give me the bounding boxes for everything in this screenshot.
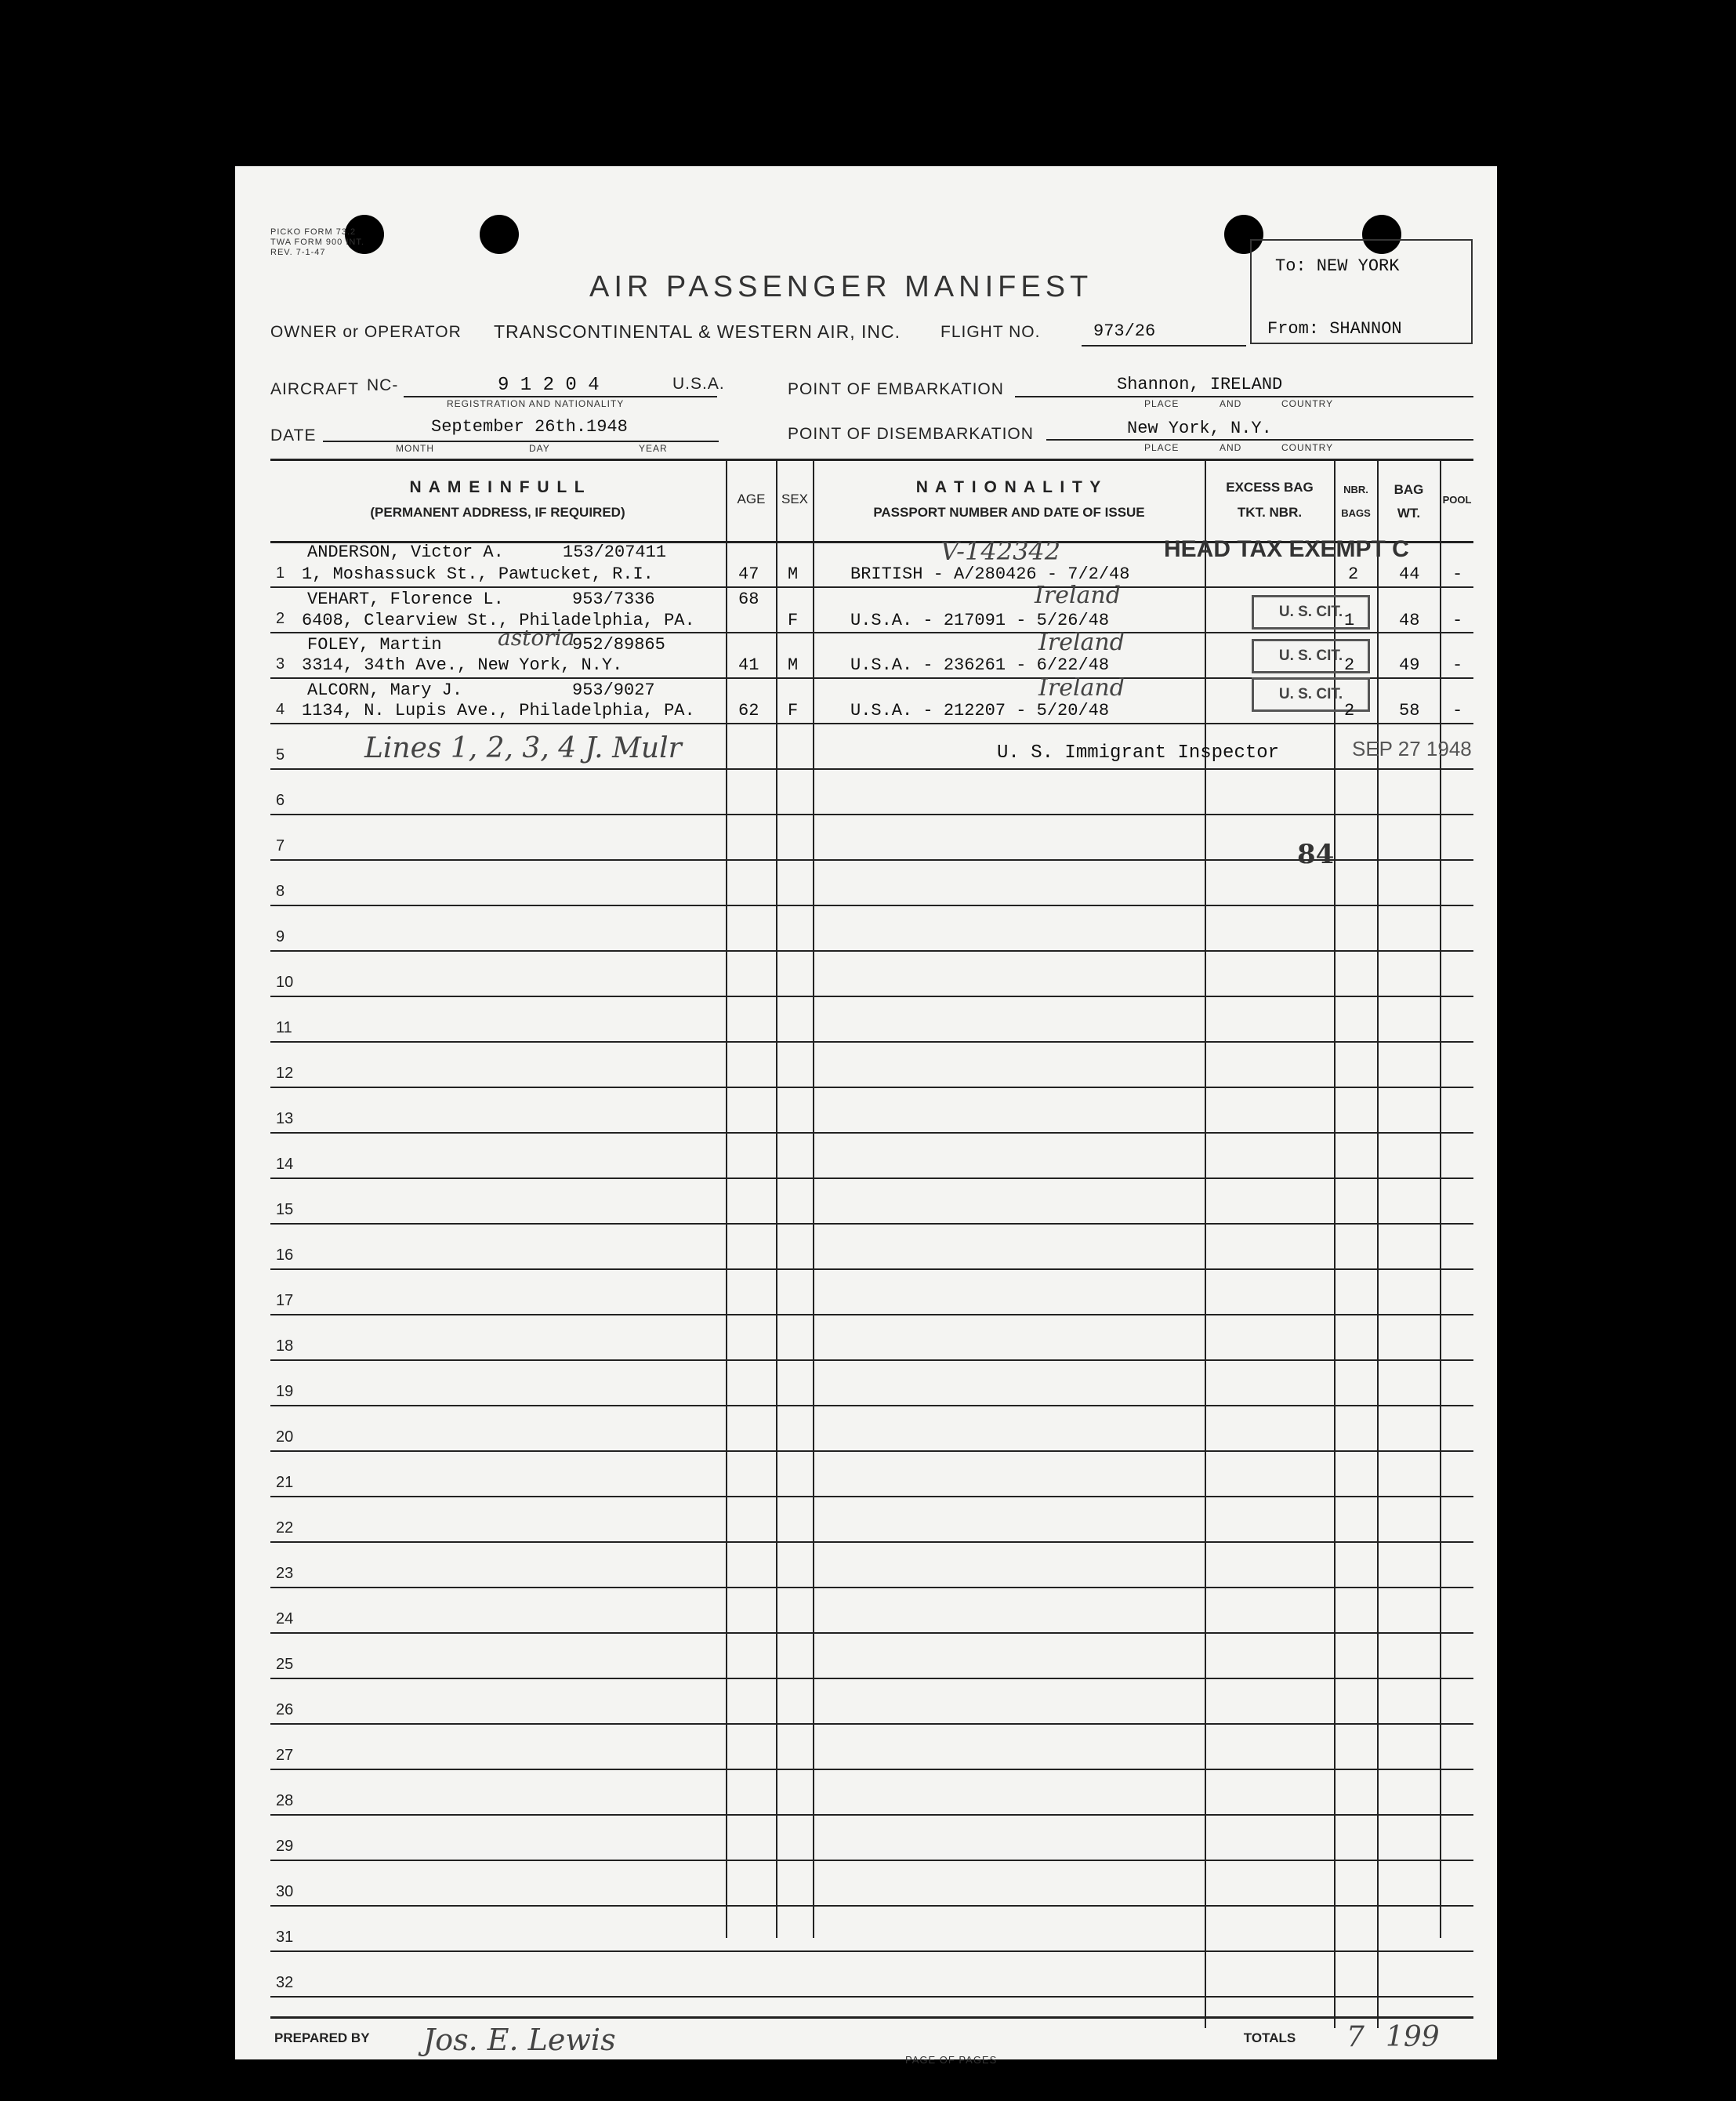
row-number: 23	[276, 1565, 294, 1582]
row-rule	[270, 1860, 1473, 1861]
passenger-age: 62	[738, 701, 759, 720]
row-number: 13	[276, 1110, 294, 1127]
form-code: TWA FORM 900 INT.	[270, 238, 364, 247]
row-number: 6	[276, 792, 285, 809]
row-number: 11	[276, 1019, 292, 1036]
ticket-number: 953/9027	[572, 680, 655, 700]
row-rule	[270, 1178, 1473, 1179]
row-number: 19	[276, 1383, 294, 1400]
passenger-nationality: BRITISH - A/280426 - 7/2/48	[850, 564, 1130, 584]
row-rule	[270, 1359, 1473, 1361]
header-excess: EXCESS BAG	[1226, 480, 1314, 495]
passenger-nationality: U.S.A. - 236261 - 6/22/48	[850, 655, 1110, 675]
row-number: 16	[276, 1246, 294, 1264]
row-number: 5	[276, 746, 285, 764]
prepared-by-label: PREPARED BY	[274, 2030, 370, 2045]
aircraft-nationality: U.S.A.	[672, 375, 725, 393]
passenger-age: 41	[738, 655, 759, 675]
row-rule	[270, 1996, 1473, 1998]
header-age: AGE	[737, 492, 766, 506]
flight-label: FLIGHT NO.	[940, 323, 1041, 341]
row-number: 1	[276, 564, 285, 582]
row-number: 28	[276, 1792, 294, 1809]
row-rule	[270, 1132, 1473, 1134]
row-number: 18	[276, 1337, 294, 1355]
passenger-sex: M	[788, 655, 799, 675]
bag-count: 2	[1344, 701, 1355, 720]
total-weight: 199	[1386, 2021, 1440, 2053]
aircraft-underline	[404, 396, 717, 397]
form-code: REV. 7-1-47	[270, 248, 326, 257]
column-divider	[1440, 460, 1441, 1938]
preparer-signature: Jos. E. Lewis	[423, 2023, 616, 2057]
row-number: 7	[276, 837, 285, 855]
inspector-title: U. S. Immigrant Inspector	[997, 742, 1280, 764]
row-rule	[270, 1223, 1473, 1225]
row-number: 9	[276, 928, 285, 945]
flight-underline	[1082, 345, 1246, 347]
total-bags: 7	[1346, 2021, 1365, 2053]
passenger-name: ANDERSON, Victor A.	[307, 542, 504, 562]
route-box	[1250, 239, 1473, 344]
header-bag-wt: BAG	[1394, 482, 1424, 497]
passenger-sex: F	[788, 701, 799, 720]
ticket-number: 953/7336	[572, 590, 655, 609]
head-tax-stamp: HEAD TAX EXEMPT C	[1164, 536, 1409, 562]
row-rule	[270, 905, 1473, 906]
row-number: 30	[276, 1883, 294, 1900]
year-caption: YEAR	[639, 443, 668, 454]
country-caption: COUNTRY	[1281, 442, 1334, 453]
row-number: 12	[276, 1065, 294, 1082]
header-nationality-sub: PASSPORT NUMBER AND DATE OF ISSUE	[873, 505, 1145, 520]
row-rule	[270, 1405, 1473, 1406]
row-rule	[270, 1268, 1473, 1270]
row-number: 27	[276, 1747, 294, 1764]
passenger-address: 1134, N. Lupis Ave., Philadelphia, PA.	[302, 701, 695, 720]
row-rule	[270, 1587, 1473, 1588]
bag-weight: 58	[1399, 701, 1420, 720]
header-excess-sub: TKT. NBR.	[1237, 505, 1303, 520]
passenger-name: ALCORN, Mary J.	[307, 680, 463, 700]
row-number: 8	[276, 883, 285, 900]
passenger-age: 68	[738, 590, 759, 609]
row-rule	[270, 859, 1473, 861]
bag-weight: 49	[1399, 655, 1420, 675]
month-caption: MONTH	[396, 443, 434, 454]
row-number: 22	[276, 1519, 294, 1537]
page-title: AIR PASSENGER MANIFEST	[589, 270, 1093, 303]
row-rule	[270, 1814, 1473, 1816]
header-sex: SEX	[781, 492, 809, 506]
ireland-annotation: Ireland	[1038, 674, 1125, 702]
day-caption: DAY	[529, 443, 550, 454]
row-rule	[270, 814, 1473, 815]
ticket-number: 952/89865	[572, 635, 665, 655]
embark-underline	[1015, 396, 1473, 397]
row-number: 29	[276, 1838, 294, 1855]
header-name: N A M E I N F U L L	[409, 478, 586, 496]
pool-value: -	[1452, 611, 1463, 630]
aircraft-prefix: NC-	[367, 376, 399, 394]
passenger-name: VEHART, Florence L.	[307, 590, 504, 609]
row-number: 31	[276, 1929, 294, 1946]
row-number: 3	[276, 655, 285, 673]
punch-hole	[480, 215, 519, 254]
margin-number: 84	[1297, 839, 1335, 870]
footer-top-border	[270, 2016, 1473, 2019]
owner-label: OWNER or OPERATOR	[270, 323, 462, 341]
inspector-signature: Lines 1, 2, 3, 4 J. Mulr	[364, 732, 682, 764]
row-number: 20	[276, 1428, 294, 1446]
passenger-age: 47	[738, 564, 759, 584]
row-rule	[270, 1905, 1473, 1907]
ireland-annotation: Ireland	[1035, 582, 1121, 609]
column-divider	[776, 460, 777, 1938]
column-divider	[1377, 460, 1379, 2028]
bag-weight: 44	[1399, 564, 1420, 584]
row-number: 14	[276, 1156, 294, 1173]
us-citizen-stamp: U. S. CIT.	[1252, 639, 1370, 673]
date-value: September 26th.1948	[431, 417, 628, 437]
row-rule	[270, 768, 1473, 770]
passenger-sex: F	[788, 611, 799, 630]
and-caption: AND	[1220, 442, 1242, 453]
header-name-sub: (PERMANENT ADDRESS, IF REQUIRED)	[370, 505, 625, 520]
row-number: 17	[276, 1292, 294, 1309]
us-citizen-stamp: U. S. CIT.	[1252, 677, 1370, 712]
row-number: 10	[276, 974, 294, 991]
aircraft-label: AIRCRAFT	[270, 380, 359, 398]
totals-label: TOTALS	[1243, 2030, 1296, 2045]
bag-weight: 48	[1399, 611, 1420, 630]
row-rule	[270, 1678, 1473, 1679]
page-caption: PAGE OF PAGES	[905, 2054, 998, 2066]
date-underline	[323, 441, 719, 442]
row-rule	[270, 1041, 1473, 1043]
header-bag-wt-sub: WT.	[1397, 506, 1421, 521]
row-number: 24	[276, 1610, 294, 1627]
column-divider	[1205, 460, 1206, 2028]
pool-value: -	[1452, 655, 1463, 675]
origin: From: SHANNON	[1267, 319, 1402, 339]
manifest-sheet	[235, 166, 1497, 2066]
country-caption: COUNTRY	[1281, 398, 1334, 409]
row-number: 21	[276, 1474, 294, 1491]
row-number: 2	[276, 610, 285, 627]
row-number: 4	[276, 701, 285, 718]
pool-value: -	[1452, 564, 1463, 584]
destination: To: NEW YORK	[1275, 256, 1400, 276]
and-caption: AND	[1220, 398, 1242, 409]
place-caption: PLACE	[1144, 398, 1180, 409]
column-divider	[726, 460, 727, 1938]
row-rule	[270, 996, 1473, 997]
bag-count: 2	[1344, 655, 1355, 675]
row-number: 32	[276, 1974, 294, 1991]
row-number: 15	[276, 1201, 294, 1218]
disembark-underline	[1046, 439, 1473, 441]
row-rule	[270, 1723, 1473, 1725]
bag-count: 2	[1348, 564, 1359, 584]
visa-annotation: V-142342	[940, 536, 1061, 566]
row-rule	[270, 632, 1473, 633]
aircraft-registration: 9 1 2 0 4	[498, 375, 600, 396]
header-pool: POOL	[1442, 494, 1472, 506]
passenger-address: 6408, Clearview St., Philadelphia, PA.	[302, 611, 695, 630]
date-label: DATE	[270, 426, 317, 445]
row-rule	[270, 723, 1473, 724]
passenger-nationality: U.S.A. - 212207 - 5/20/48	[850, 701, 1110, 720]
row-rule	[270, 1314, 1473, 1315]
header-nbr: NBR.	[1343, 484, 1368, 495]
disembarkation-value: New York, N.Y.	[1127, 419, 1272, 438]
row-number: 25	[276, 1656, 294, 1673]
row-number: 26	[276, 1701, 294, 1718]
header-nationality: N A T I O N A L I T Y	[915, 478, 1103, 496]
ireland-annotation: Ireland	[1038, 629, 1125, 656]
astoria-annotation: astoria	[498, 625, 575, 651]
column-divider	[813, 460, 814, 1938]
row-rule	[270, 1950, 1473, 1952]
row-rule	[270, 586, 1473, 588]
passenger-sex: M	[788, 564, 799, 584]
row-rule	[270, 1450, 1473, 1452]
row-rule	[270, 950, 1473, 952]
passenger-nationality: U.S.A. - 217091 - 5/26/48	[850, 611, 1110, 630]
row-rule	[270, 1769, 1473, 1770]
passenger-address: 3314, 34th Ave., New York, N.Y.	[302, 655, 623, 675]
table-top-border	[270, 459, 1473, 461]
ticket-number: 153/207411	[563, 542, 667, 562]
place-caption: PLACE	[1144, 442, 1180, 453]
operator-name: TRANSCONTINENTAL & WESTERN AIR, INC.	[494, 321, 901, 342]
passenger-name: FOLEY, Martin	[307, 635, 442, 655]
bag-count: 1	[1344, 611, 1355, 630]
row-rule	[270, 1496, 1473, 1497]
row-rule	[270, 1632, 1473, 1634]
date-stamp: SEP 27 1948	[1352, 737, 1472, 760]
embarkation-value: Shannon, IRELAND	[1117, 375, 1283, 394]
us-citizen-stamp: U. S. CIT.	[1252, 595, 1370, 630]
row-rule	[270, 1541, 1473, 1543]
embarkation-label: POINT OF EMBARKATION	[788, 380, 1004, 398]
registration-caption: REGISTRATION AND NATIONALITY	[447, 398, 625, 409]
passenger-address: 1, Moshassuck St., Pawtucket, R.I.	[302, 564, 654, 584]
pool-value: -	[1452, 701, 1463, 720]
header-nbr-sub: BAGS	[1341, 507, 1371, 519]
flight-number: 973/26	[1093, 321, 1156, 341]
form-code: PICKO FORM 73.2	[270, 227, 357, 237]
disembarkation-label: POINT OF DISEMBARKATION	[788, 425, 1034, 443]
row-rule	[270, 1087, 1473, 1088]
